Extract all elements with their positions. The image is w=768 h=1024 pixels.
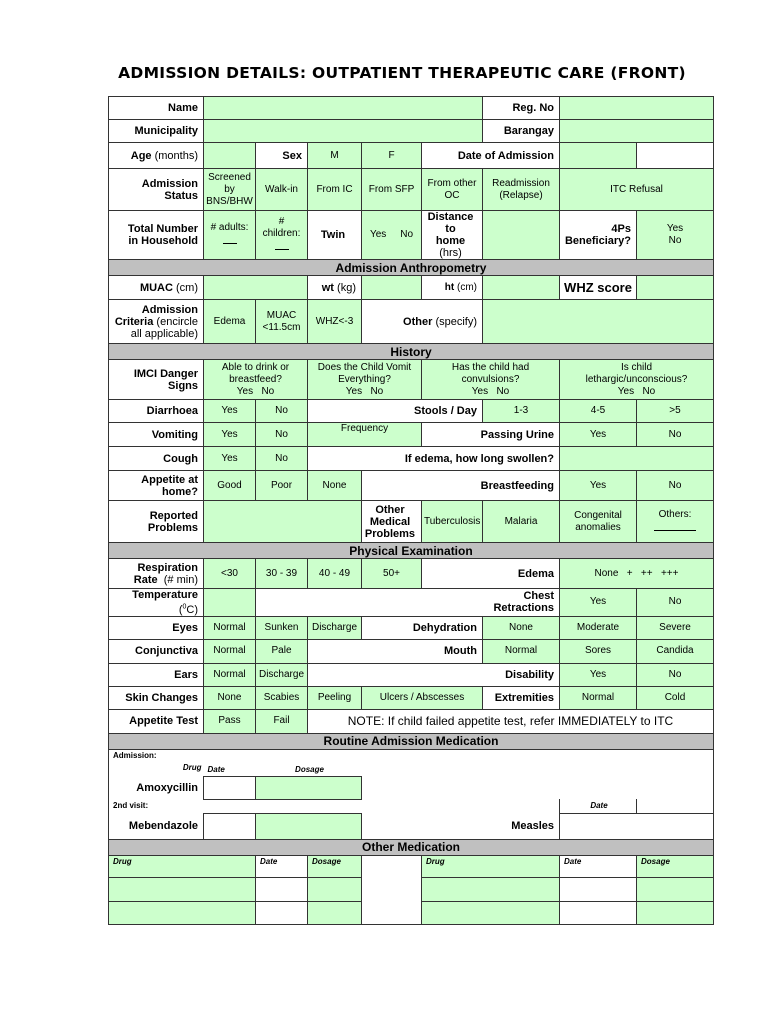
row-eyes (109, 616, 714, 639)
extremities-label: Extremities (483, 686, 560, 709)
stools-gt5[interactable]: >5 (637, 400, 714, 423)
dehydration-severe[interactable]: Severe (637, 616, 714, 639)
row-ears (109, 663, 714, 686)
total-household-label: Total Number in Household (109, 211, 204, 260)
municipality-label: Municipality (109, 120, 204, 143)
appetite-test-note: NOTE: If child failed appetite test, refer IMMEDIATELY to ITC (308, 709, 714, 733)
row-muac (109, 276, 714, 300)
breastfeeding-label: Breastfeeding (362, 471, 560, 501)
temperature-field[interactable] (204, 589, 256, 617)
dehydration-none[interactable]: None (483, 616, 560, 639)
other-dosage-heading-right: Dosage (637, 855, 714, 877)
resp-50plus[interactable]: 50+ (362, 559, 422, 589)
status-from-ic-option[interactable]: From IC (308, 169, 362, 211)
resp-lt30[interactable]: <30 (204, 559, 256, 589)
other-dosage-field-right-2[interactable] (637, 901, 714, 924)
section-other-med (109, 839, 714, 855)
skin-scabies[interactable]: Scabies (256, 686, 308, 709)
row-amoxycillin (109, 776, 714, 799)
ears-normal[interactable]: Normal (204, 663, 256, 686)
status-readmission-option[interactable]: Readmission (Relapse) (483, 169, 560, 211)
row-admission-criteria (109, 300, 714, 344)
amoxycillin-label: Amoxycillin (109, 776, 204, 799)
edema-options[interactable]: None + ++ +++ (560, 559, 714, 589)
section-other-med-title: Other Medication (109, 839, 714, 855)
mebendazole-date-field[interactable] (204, 813, 256, 839)
conjunctiva-label: Conjunctiva (109, 639, 204, 663)
others-field[interactable]: Others: (637, 501, 714, 543)
routine-admission-heading: Admission: Drug (109, 749, 204, 776)
eyes-label: Eyes (109, 616, 204, 639)
imci-drink-option[interactable]: Able to drink or breastfeed? Yes No (204, 360, 308, 400)
barangay-label: Barangay (483, 120, 560, 143)
measles-date-heading: Date (560, 799, 637, 813)
appetite-none[interactable]: None (308, 471, 362, 501)
section-history (109, 344, 714, 360)
status-itc-refusal-option[interactable]: ITC Refusal (560, 169, 714, 211)
disability-yes[interactable]: Yes (560, 663, 637, 686)
reported-problems-field[interactable] (204, 501, 362, 543)
page-title: ADMISSION DETAILS: OUTPATIENT THERAPEUTIC CARE (FRONT) (118, 64, 686, 82)
muac-field[interactable] (204, 276, 308, 300)
whz-score-label: WHZ score (560, 276, 637, 300)
extremities-cold[interactable]: Cold (637, 686, 714, 709)
eyes-sunken[interactable]: Sunken (256, 616, 308, 639)
municipality-field[interactable] (204, 120, 483, 143)
disability-label: Disability (308, 663, 560, 686)
other-dosage-heading-left: Dosage (308, 855, 362, 877)
cough-label: Cough (109, 447, 204, 471)
twin-yes[interactable]: Yes (369, 229, 387, 240)
skin-changes-label: Skin Changes (109, 686, 204, 709)
mebendazole-dosage-field[interactable] (256, 813, 362, 839)
resp-30-39[interactable]: 30 - 39 (256, 559, 308, 589)
other-date-heading-left: Date (256, 855, 308, 877)
other-drug-field-left[interactable] (109, 877, 256, 901)
second-visit-heading: 2nd visit: (109, 799, 204, 813)
section-history-title: History (109, 344, 714, 360)
name-label: Name (109, 97, 204, 120)
other-date-field-left[interactable] (256, 877, 308, 901)
twin-options[interactable] (362, 211, 422, 260)
row-other-header (109, 855, 714, 877)
criteria-other-field[interactable] (483, 300, 714, 344)
whz-score-field[interactable] (637, 276, 714, 300)
tuberculosis-option[interactable]: Tuberculosis (422, 501, 483, 543)
malaria-option[interactable]: Malaria (483, 501, 560, 543)
twin-label: Twin (308, 211, 362, 260)
row-reported-problems (109, 501, 714, 543)
row-mebendazole (109, 813, 714, 839)
vomiting-no[interactable]: No (256, 423, 308, 447)
row-household (109, 211, 714, 260)
fourps-label: 4Ps Beneficiary? (560, 211, 637, 260)
passing-urine-label: Passing Urine (422, 423, 560, 447)
row-imci (109, 360, 714, 400)
wt-label: wt (kg) (308, 276, 362, 300)
imci-lethargic-option[interactable]: Is child lethargic/unconscious? Yes No (560, 360, 714, 400)
other-date-field-left-2[interactable] (256, 901, 308, 924)
section-physical (109, 543, 714, 559)
other-date-heading-right: Date (560, 855, 637, 877)
row-conjunctiva (109, 639, 714, 663)
reg-no-label: Reg. No (483, 97, 560, 120)
appetite-test-pass[interactable]: Pass (204, 709, 256, 733)
amoxycillin-date-field[interactable] (204, 776, 256, 799)
mouth-sores[interactable]: Sores (560, 639, 637, 663)
section-anthropometry (109, 260, 714, 276)
measles-date-field[interactable] (560, 813, 714, 839)
twin-no[interactable]: No (400, 229, 414, 240)
imci-convulsions-option[interactable]: Has the child had convulsions? Yes No (422, 360, 560, 400)
stools-1-3[interactable]: 1-3 (483, 400, 560, 423)
admission-form (108, 96, 714, 925)
diarrhoea-label: Diarrhoea (109, 400, 204, 423)
conjunctiva-pale[interactable]: Pale (256, 639, 308, 663)
ears-label: Ears (109, 663, 204, 686)
date-of-admission-blank (637, 143, 714, 169)
other-drug-heading-left: Drug (109, 855, 256, 877)
appetite-test-fail[interactable]: Fail (256, 709, 308, 733)
appetite-label: Appetite at home? (109, 471, 204, 501)
stools-label: Stools / Day (308, 400, 483, 423)
criteria-muac-option[interactable]: MUAC <11.5cm (256, 300, 308, 344)
temperature-label: Temperature ($^0$C) (109, 589, 204, 617)
ht-field[interactable] (483, 276, 560, 300)
fourps-no[interactable]: No (668, 235, 682, 246)
other-dosage-field-left[interactable] (308, 877, 362, 901)
row-skin (109, 686, 714, 709)
muac-label: MUAC (cm) (109, 276, 204, 300)
row-name (109, 97, 714, 120)
congenital-option[interactable]: Congenital anomalies (560, 501, 637, 543)
skin-ulcers[interactable]: Ulcers / Abscesses (362, 686, 483, 709)
row-cough (109, 447, 714, 471)
children-field[interactable]: # children: (256, 211, 308, 260)
adults-field[interactable]: # adults: (204, 211, 256, 260)
fourps-options[interactable] (637, 211, 714, 260)
appetite-poor[interactable]: Poor (256, 471, 308, 501)
row-other-med-2 (109, 901, 714, 924)
vomiting-frequency-field[interactable]: Frequency (308, 423, 422, 447)
mouth-candida[interactable]: Candida (637, 639, 714, 663)
other-drug-field-right-2[interactable] (422, 901, 560, 924)
urine-no[interactable]: No (637, 423, 714, 447)
fourps-yes[interactable]: Yes (666, 223, 684, 234)
cough-yes[interactable]: Yes (204, 447, 256, 471)
row-age (109, 143, 714, 169)
ht-label: ht (cm) (422, 276, 483, 300)
routine-date-heading: Date (204, 749, 256, 776)
edema-label: Edema (422, 559, 560, 589)
criteria-other-label: Other (specify) (362, 300, 483, 344)
age-field[interactable] (204, 143, 256, 169)
row-temperature (109, 589, 714, 617)
amoxycillin-dosage-field[interactable] (256, 776, 362, 799)
admission-criteria-label: Admission Criteria (encircle all applicable) (109, 300, 204, 344)
measles-label: Measles (362, 813, 560, 839)
conjunctiva-normal[interactable]: Normal (204, 639, 256, 663)
age-label: Age (months) (109, 143, 204, 169)
row-respiration (109, 559, 714, 589)
stools-4-5[interactable]: 4-5 (560, 400, 637, 423)
sex-f-option[interactable]: F (362, 143, 422, 169)
resp-40-49[interactable]: 40 - 49 (308, 559, 362, 589)
appetite-good[interactable]: Good (204, 471, 256, 501)
extremities-normal[interactable]: Normal (560, 686, 637, 709)
admission-status-label: Admission Status (109, 169, 204, 211)
dehydration-moderate[interactable]: Moderate (560, 616, 637, 639)
reg-no-field[interactable] (560, 97, 714, 120)
routine-dosage-heading: Dosage (256, 749, 362, 776)
edema-swollen-label: If edema, how long swollen? (308, 447, 560, 471)
skin-peeling[interactable]: Peeling (308, 686, 362, 709)
row-second-visit (109, 799, 714, 813)
date-of-admission-label: Date of Admission (422, 143, 560, 169)
other-drug-field-right[interactable] (422, 877, 560, 901)
mouth-label: Mouth (308, 639, 483, 663)
vomiting-yes[interactable]: Yes (204, 423, 256, 447)
chest-no[interactable]: No (637, 589, 714, 617)
criteria-edema-option[interactable]: Edema (204, 300, 256, 344)
row-vomiting (109, 423, 714, 447)
vomiting-label: Vomiting (109, 423, 204, 447)
row-municipality (109, 120, 714, 143)
status-screened-option[interactable]: Screened by BNS/BHW (204, 169, 256, 211)
ears-discharge[interactable]: Discharge (256, 663, 308, 686)
status-walkin-option[interactable]: Walk-in (256, 169, 308, 211)
respiration-label: Respiration Rate (# min) (109, 559, 204, 589)
eyes-discharge[interactable]: Discharge (308, 616, 362, 639)
section-routine-med-title: Routine Admission Medication (109, 733, 714, 749)
imci-label: IMCI Danger Signs (109, 360, 204, 400)
diarrhoea-no[interactable]: No (256, 400, 308, 423)
breastfeeding-yes[interactable]: Yes (560, 471, 637, 501)
other-medical-label: Other Medical Problems (362, 501, 422, 543)
wt-field[interactable] (362, 276, 422, 300)
row-appetite-test (109, 709, 714, 733)
name-field[interactable] (204, 97, 483, 120)
section-physical-title: Physical Examination (109, 543, 714, 559)
section-anthropometry-title: Admission Anthropometry (109, 260, 714, 276)
sex-m-option[interactable]: M (308, 143, 362, 169)
appetite-test-label: Appetite Test (109, 709, 204, 733)
disability-no[interactable]: No (637, 663, 714, 686)
other-drug-heading-right: Drug (422, 855, 560, 877)
dehydration-label: Dehydration (362, 616, 483, 639)
row-admission-status (109, 169, 714, 211)
row-diarrhoea (109, 400, 714, 423)
status-from-sfp-option[interactable]: From SFP (362, 169, 422, 211)
urine-yes[interactable]: Yes (560, 423, 637, 447)
criteria-whz-option[interactable]: WHZ<-3 (308, 300, 362, 344)
edema-swollen-field[interactable] (560, 447, 714, 471)
other-dosage-field-left-2[interactable] (308, 901, 362, 924)
row-appetite (109, 471, 714, 501)
imci-vomit-option[interactable]: Does the Child Vomit Everything? Yes No (308, 360, 422, 400)
sex-label: Sex (256, 143, 308, 169)
other-date-field-right-2[interactable] (560, 901, 637, 924)
skin-none[interactable]: None (204, 686, 256, 709)
other-date-field-right[interactable] (560, 877, 637, 901)
status-from-other-oc-option[interactable]: From other OC (422, 169, 483, 211)
mebendazole-label: Mebendazole (109, 813, 204, 839)
distance-field[interactable] (483, 211, 560, 260)
chest-yes[interactable]: Yes (560, 589, 637, 617)
row-routine-header (109, 749, 714, 776)
breastfeeding-no[interactable]: No (637, 471, 714, 501)
diarrhoea-yes[interactable]: Yes (204, 400, 256, 423)
other-dosage-field-right[interactable] (637, 877, 714, 901)
mouth-normal[interactable]: Normal (483, 639, 560, 663)
section-routine-med (109, 733, 714, 749)
reported-problems-label: Reported Problems (109, 501, 204, 543)
cough-no[interactable]: No (256, 447, 308, 471)
chest-retractions-label: Chest Retractions (256, 589, 560, 617)
row-other-med-1 (109, 877, 714, 901)
barangay-field[interactable] (560, 120, 714, 143)
eyes-normal[interactable]: Normal (204, 616, 256, 639)
other-drug-field-left-2[interactable] (109, 901, 256, 924)
distance-label: Distance to home (hrs) (422, 211, 483, 260)
date-of-admission-field[interactable] (560, 143, 637, 169)
